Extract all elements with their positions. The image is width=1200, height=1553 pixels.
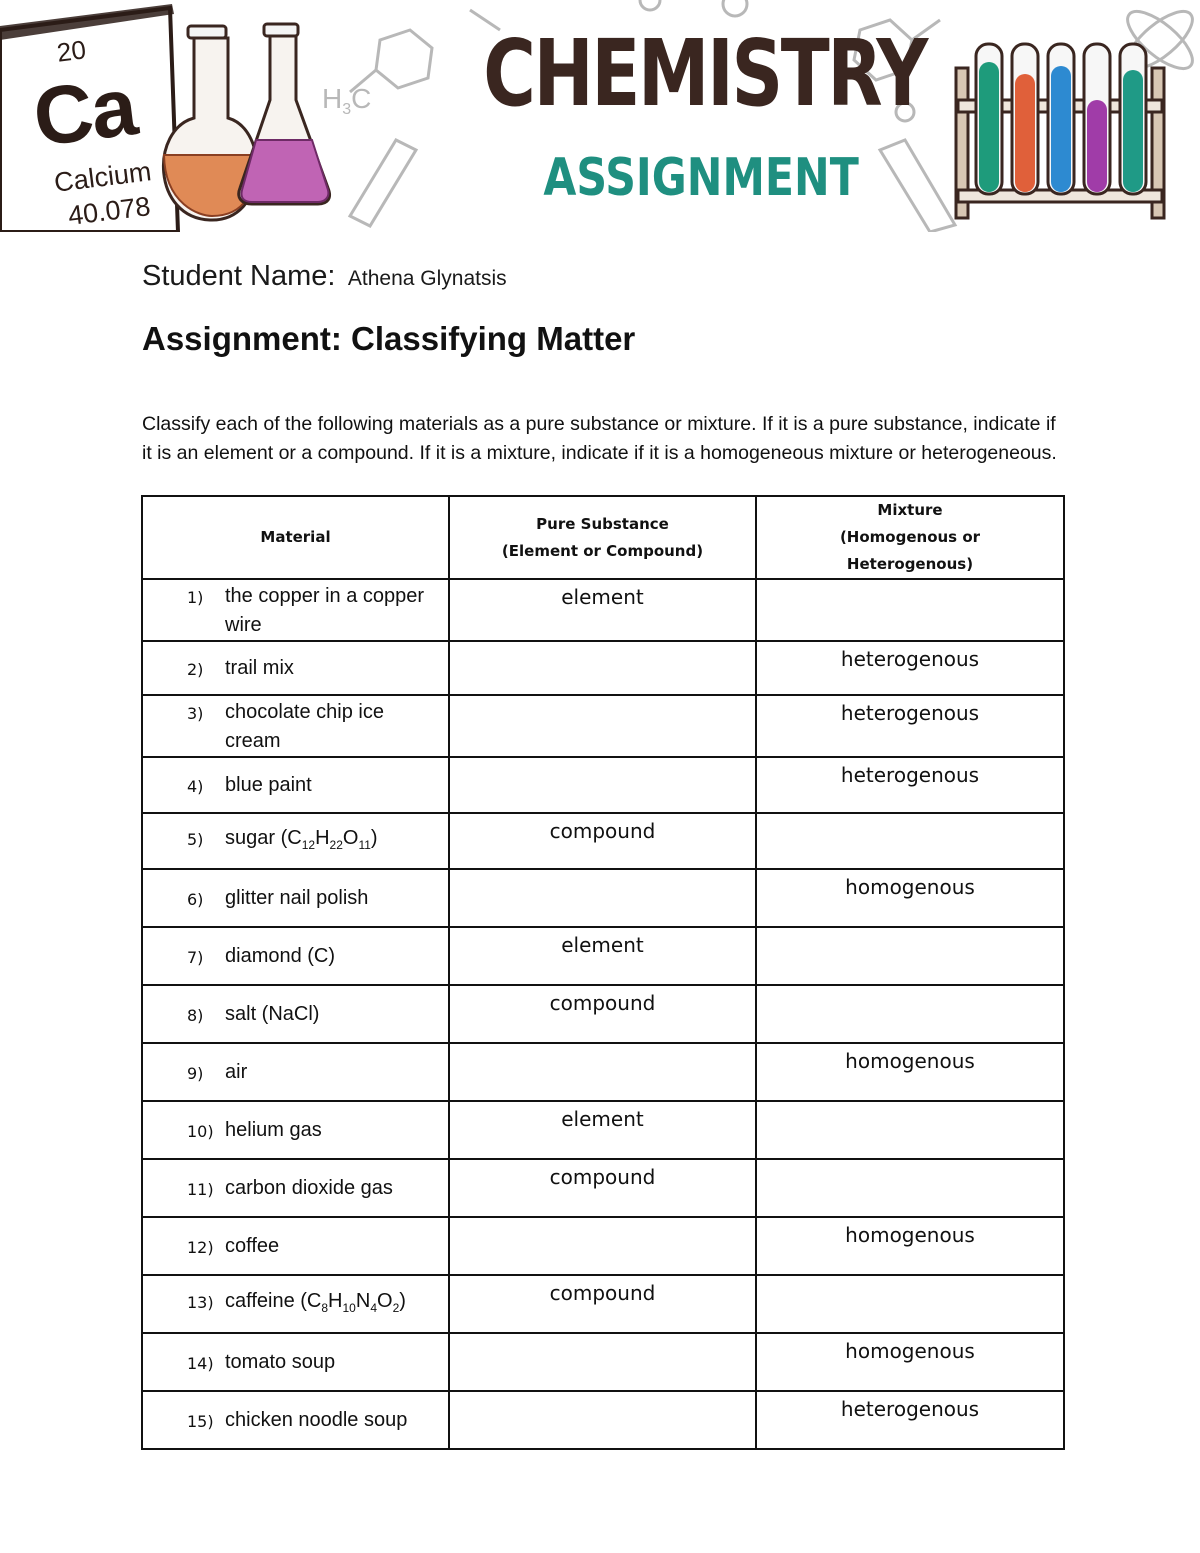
table-row [142, 1101, 1064, 1159]
pure-substance-answer[interactable]: compound [449, 813, 756, 869]
row-number: 8) [187, 1006, 204, 1025]
banner-subtitle: ASSIGNMENT [543, 148, 859, 208]
material-cell [142, 1217, 449, 1275]
material-name: chocolate chip ice cream [225, 701, 384, 752]
pure-substance-answer[interactable]: compound [449, 1275, 756, 1333]
table-row [142, 1043, 1064, 1101]
row-number: 9) [187, 1064, 204, 1083]
material-cell [142, 1043, 449, 1101]
element-mass: 40.078 [66, 191, 153, 231]
table-row [142, 757, 1064, 813]
material-name: tomato soup [225, 1351, 336, 1373]
material-cell [142, 869, 449, 927]
row-number: 11) [187, 1180, 214, 1199]
row-number: 14) [187, 1354, 214, 1373]
element-atomic-number: 20 [55, 34, 88, 68]
material-name: the copper in a copper wire [225, 585, 425, 636]
pure-substance-answer[interactable]: element [449, 1101, 756, 1159]
material-cell [142, 757, 449, 813]
mixture-answer[interactable]: heterogenous [756, 757, 1064, 813]
row-number: 3) [187, 704, 204, 723]
student-name-label: Student Name: [142, 260, 336, 292]
material-name: air [225, 1061, 248, 1083]
pure-substance-answer[interactable] [449, 1333, 756, 1391]
header-pure-line1: Pure Substance [536, 514, 669, 533]
classification-table [141, 495, 1065, 1450]
material-cell [142, 1101, 449, 1159]
material-cell [142, 579, 449, 641]
table-row [142, 579, 1064, 641]
pure-substance-answer[interactable]: element [449, 927, 756, 985]
header-material-label: Material [260, 528, 331, 546]
mixture-answer[interactable]: homogenous [756, 869, 1064, 927]
material-name: glitter nail polish [225, 887, 369, 909]
mixture-answer[interactable]: heterogenous [756, 641, 1064, 695]
row-number: 12) [187, 1238, 214, 1257]
pure-substance-answer[interactable]: compound [449, 985, 756, 1043]
table-header-row [142, 496, 1064, 579]
table-row [142, 985, 1064, 1043]
material-cell [142, 1333, 449, 1391]
material-name: chicken noodle soup [225, 1409, 408, 1431]
element-symbol: Ca [28, 61, 140, 164]
table-row [142, 1159, 1064, 1217]
row-number: 13) [187, 1293, 214, 1312]
table-row [142, 1275, 1064, 1333]
row-number: 5) [187, 830, 204, 849]
mixture-answer[interactable]: heterogenous [756, 1391, 1064, 1449]
pure-substance-answer[interactable] [449, 757, 756, 813]
pure-substance-answer[interactable] [449, 1217, 756, 1275]
mixture-answer[interactable] [756, 579, 1064, 641]
header-pure-line2: (Element or Compound) [501, 541, 704, 560]
table-row [142, 927, 1064, 985]
mixture-answer[interactable] [756, 1275, 1064, 1333]
mixture-answer[interactable]: homogenous [756, 1217, 1064, 1275]
header-pure-substance [449, 496, 756, 579]
pure-substance-answer[interactable]: element [449, 579, 756, 641]
mixture-answer[interactable] [756, 1101, 1064, 1159]
student-name-value[interactable]: Athena Glynatsis [347, 267, 507, 290]
pure-substance-answer[interactable]: compound [449, 1159, 756, 1217]
row-number: 4) [187, 777, 204, 796]
material-name: salt (NaCl) [225, 1003, 320, 1025]
header-banner [0, 0, 1200, 232]
pure-substance-answer[interactable] [449, 1043, 756, 1101]
element-name: Calcium [52, 156, 153, 198]
mixture-answer[interactable]: homogenous [756, 1043, 1064, 1101]
material-name: trail mix [225, 657, 294, 679]
mixture-answer[interactable]: homogenous [756, 1333, 1064, 1391]
material-name: blue paint [225, 774, 312, 796]
table-body [142, 579, 1064, 1449]
material-cell [142, 1391, 449, 1449]
svg-text:H3C: $H_3C$ [322, 83, 372, 118]
mixture-answer[interactable] [756, 985, 1064, 1043]
material-cell [142, 985, 449, 1043]
material-cell [142, 641, 449, 695]
table-row [142, 641, 1064, 695]
material-name: diamond (C) [225, 945, 336, 967]
banner-title: CHEMISTRY [483, 20, 927, 127]
table-row [142, 695, 1064, 757]
instructions-text: Classify each of the following materials as a pure substance or mixture. If it is a pure substance, indicate if it is an element or a compound. If it is a mixture, indicate if it is a homogeneous mixture or heterogeneous. [142, 413, 1057, 464]
header-mix-line2: (Homogenous or [839, 528, 981, 546]
pure-substance-answer[interactable] [449, 695, 756, 757]
test-tube-rack-icon [956, 44, 1164, 218]
material-cell [142, 1275, 449, 1333]
row-number: 1) [187, 588, 204, 607]
row-number: 10) [187, 1122, 214, 1141]
pure-substance-answer[interactable] [449, 1391, 756, 1449]
table-row [142, 1391, 1064, 1449]
row-number: 15) [187, 1412, 214, 1431]
material-cell [142, 695, 449, 757]
header-mixture [756, 496, 1064, 579]
table-row [142, 1217, 1064, 1275]
mixture-answer[interactable] [756, 813, 1064, 869]
row-number: 6) [187, 890, 204, 909]
pure-substance-answer[interactable] [449, 869, 756, 927]
material-name: carbon dioxide gas [225, 1177, 393, 1199]
material-name: sugar $(C_{12}H_{22}O_{11})$ [225, 827, 378, 852]
material-name: caffeine $(C_8H_{10}N_4O_2)$ [225, 1290, 406, 1315]
conical-flask-icon [239, 24, 330, 204]
material-cell [142, 1159, 449, 1217]
table-row [142, 1333, 1064, 1391]
mixture-answer[interactable]: heterogenous [756, 695, 1064, 757]
material-name: helium gas [225, 1119, 322, 1141]
table-row [142, 869, 1064, 927]
mixture-answer[interactable] [756, 1159, 1064, 1217]
material-cell [142, 813, 449, 869]
material-cell [142, 927, 449, 985]
pure-substance-answer[interactable] [449, 641, 756, 695]
table-row [142, 813, 1064, 869]
header-mix-line3: Heterogenous) [846, 555, 974, 573]
header-material [142, 496, 449, 579]
material-name: coffee [225, 1235, 280, 1257]
row-number: 7) [187, 948, 204, 967]
row-number: 2) [187, 660, 204, 679]
header-mix-line1: Mixture [877, 501, 943, 519]
student-name-line [142, 260, 507, 293]
assignment-title: Assignment: Classifying Matter [142, 320, 636, 357]
mixture-answer[interactable] [756, 927, 1064, 985]
